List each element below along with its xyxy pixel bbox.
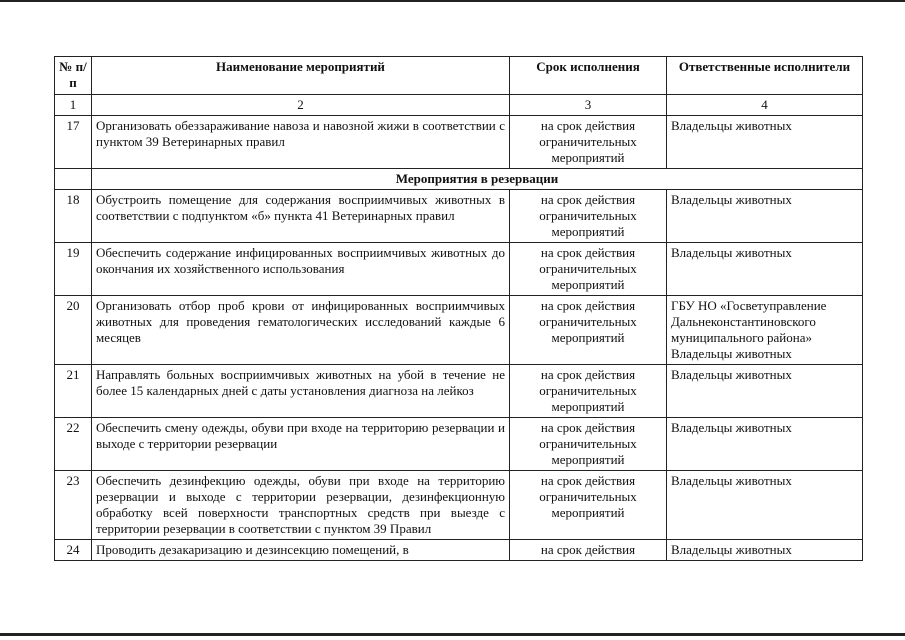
- table-row: [55, 471, 863, 540]
- row-responsible: Владельцы животных: [667, 243, 863, 296]
- row-term: на срок действия ограничительных мероприятий: [510, 365, 667, 418]
- col-number-4: 4: [667, 95, 863, 116]
- table-row: [55, 296, 863, 365]
- col-number-3: 3: [510, 95, 667, 116]
- column-number-row: [55, 95, 863, 116]
- row-description: Организовать обеззараживание навоза и навозной жижи в соответствии с пунктом 39 Ветеринарных правил: [92, 116, 510, 169]
- row-responsible: Владельцы животных: [667, 190, 863, 243]
- row-description: Организовать отбор проб крови от инфицированных восприимчивых животных для проведения гематологических исследований каждые 6 месяцев: [92, 296, 510, 365]
- row-number: 24: [55, 540, 92, 561]
- row-term: на срок действия ограничительных мероприятий: [510, 116, 667, 169]
- row-responsible: Владельцы животных: [667, 116, 863, 169]
- row-number: 19: [55, 243, 92, 296]
- scan-bottom-edge: [0, 633, 905, 636]
- col-header-term: Срок исполнения: [510, 57, 667, 95]
- row-number: 20: [55, 296, 92, 365]
- row-term: на срок действия ограничительных мероприятий: [510, 190, 667, 243]
- row-responsible: ГБУ НО «Госветуправление Дальнеконстантиновского муниципального района» Владельцы животных: [667, 296, 863, 365]
- table-row: [55, 418, 863, 471]
- row-number: 18: [55, 190, 92, 243]
- table-row: [55, 190, 863, 243]
- col-header-name: Наименование мероприятий: [92, 57, 510, 95]
- row-term: на срок действия ограничительных мероприятий: [510, 418, 667, 471]
- col-header-resp: Ответственные исполнители: [667, 57, 863, 95]
- row-number: 21: [55, 365, 92, 418]
- table-row: [55, 116, 863, 169]
- section-spacer: [55, 169, 92, 190]
- row-number: 17: [55, 116, 92, 169]
- table-row: [55, 540, 863, 561]
- row-description: Проводить дезакаризацию и дезинсекцию помещений, в: [92, 540, 510, 561]
- row-responsible: Владельцы животных: [667, 418, 863, 471]
- row-term: на срок действия ограничительных мероприятий: [510, 296, 667, 365]
- header-row: [55, 57, 863, 95]
- section-title: Мероприятия в резервации: [92, 169, 863, 190]
- row-description: Обеспечить содержание инфицированных восприимчивых животных до окончания их хозяйственного использования: [92, 243, 510, 296]
- row-responsible: Владельцы животных: [667, 471, 863, 540]
- col-number-2: 2: [92, 95, 510, 116]
- row-responsible: Владельцы животных: [667, 540, 863, 561]
- scan-top-edge: [0, 0, 905, 2]
- row-description: Направлять больных восприимчивых животных на убой в течение не более 15 календарных дней с даты установления диагноза на лейкоз: [92, 365, 510, 418]
- row-description: Обеспечить смену одежды, обуви при входе на территорию резервации и выходе с территории резервации: [92, 418, 510, 471]
- document-page: [54, 56, 862, 561]
- col-number-1: 1: [55, 95, 92, 116]
- row-description: Обустроить помещение для содержания восприимчивых животных в соответствии с подпунктом «б» пункта 41 Ветеринарных правил: [92, 190, 510, 243]
- row-number: 23: [55, 471, 92, 540]
- row-description: Обеспечить дезинфекцию одежды, обуви при входе на территорию резервации и выходе с территории резервации, дезинфекционную обработку всей поверхности транспортных средств при выезде с территории резервации в соответствии с пунктом 39 Правил: [92, 471, 510, 540]
- row-term: на срок действия: [510, 540, 667, 561]
- col-header-num: № п/п: [55, 57, 92, 95]
- measures-table: [54, 56, 863, 561]
- section-row: [55, 169, 863, 190]
- table-row: [55, 243, 863, 296]
- row-responsible: Владельцы животных: [667, 365, 863, 418]
- row-number: 22: [55, 418, 92, 471]
- row-term: на срок действия ограничительных мероприятий: [510, 471, 667, 540]
- table-row: [55, 365, 863, 418]
- row-term: на срок действия ограничительных мероприятий: [510, 243, 667, 296]
